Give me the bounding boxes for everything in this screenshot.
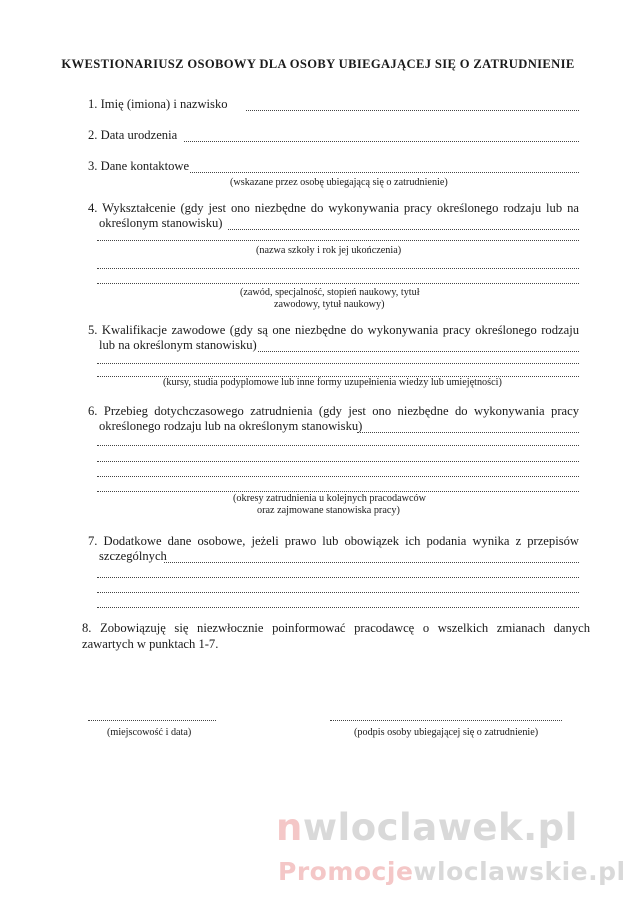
qualifications-field-line-2[interactable] (97, 353, 579, 364)
item-8-text-cont: zawartych w punktach 1-7. (82, 637, 219, 651)
additional-data-field-line-4[interactable] (97, 597, 579, 608)
education-field-line-4[interactable] (97, 273, 579, 284)
item-6-caption-cont: oraz zajmowane stanowiska pracy) (257, 505, 400, 516)
employment-field-line-5[interactable] (97, 481, 579, 492)
item-5-text-cont: lub na określonym stanowisku) (99, 338, 257, 352)
place-date-caption: (miejscowość i data) (107, 727, 192, 738)
page-title: KWESTIONARIUSZ OSOBOWY DLA OSOBY UBIEGAJĄCEJ SIĘ O ZATRUDNIENIE (61, 57, 575, 71)
signature-caption: (podpis osoby ubiegającej się o zatrudnienie) (354, 727, 539, 738)
additional-data-field-line-3[interactable] (97, 582, 579, 593)
item-3-caption: (wskazane przez osobę ubiegającą się o zatrudnienie) (230, 177, 448, 188)
item-5-text: 5. Kwalifikacje zawodowe (gdy są one niezbędne do wykonywania pracy określonego rodzaju (88, 323, 579, 337)
item-4-text: 4. Wykształcenie (gdy jest ono niezbędne do wykonywania pracy określonego rodzaju lub na (88, 201, 579, 215)
employment-field-line-1[interactable] (357, 422, 579, 433)
item-7-text: 7. Dodatkowe dane osobowe, jeżeli prawo lub obowiązek ich podania wynika z przepisów (88, 534, 579, 548)
item-5-caption: (kursy, studia podyplomowe lub inne formy uzupełnienia wiedzy lub umiejętności) (163, 377, 502, 388)
place-date-field-line[interactable] (88, 710, 216, 721)
employment-field-line-4[interactable] (97, 466, 579, 477)
qualifications-field-line-1[interactable] (258, 341, 579, 352)
watermark-site-2: Promocjewloclawskie.pl (278, 857, 626, 886)
watermark-site-1: nwloclawek.pl (276, 806, 578, 849)
education-field-line-1[interactable] (228, 219, 579, 230)
qualifications-field-line-3[interactable] (97, 366, 579, 377)
education-field-line-3[interactable] (97, 258, 579, 269)
item-4-caption-profession-cont: zawodowy, tytuł naukowy) (274, 299, 385, 310)
item-6-caption: (okresy zatrudnienia u kolejnych pracodawców (233, 493, 426, 504)
item-7-text-cont: szczególnych (99, 549, 167, 563)
employment-field-line-3[interactable] (97, 451, 579, 462)
item-6-text: 6. Przebieg dotychczasowego zatrudnienia (gdy jest ono niezbędne do wykonywania pracy (88, 404, 579, 418)
item-8-text: 8. Zobowiązuję się niezwłocznie poinformować pracodawcę o wszelkich zmianach danych (82, 621, 590, 635)
name-field-line[interactable] (246, 100, 579, 111)
signature-field-line[interactable] (330, 710, 562, 721)
education-field-line-2[interactable] (97, 230, 579, 241)
item-6-text-cont: określonego rodzaju lub na określonym stanowisku) (99, 419, 363, 433)
additional-data-field-line-2[interactable] (97, 567, 579, 578)
item-2-label: 2. Data urodzenia (88, 128, 178, 142)
item-4-caption-school: (nazwa szkoły i rok jej ukończenia) (256, 245, 402, 256)
item-4-text-cont: określonym stanowisku) (99, 216, 223, 230)
item-3-label: 3. Dane kontaktowe (88, 159, 190, 173)
item-4-caption-profession: (zawód, specjalność, stopień naukowy, tytuł (240, 287, 420, 298)
birthdate-field-line[interactable] (184, 131, 579, 142)
additional-data-field-line-1[interactable] (164, 552, 579, 563)
contact-field-line[interactable] (190, 162, 579, 173)
employment-field-line-2[interactable] (97, 435, 579, 446)
item-1-label: 1. Imię (imiona) i nazwisko (88, 97, 228, 111)
